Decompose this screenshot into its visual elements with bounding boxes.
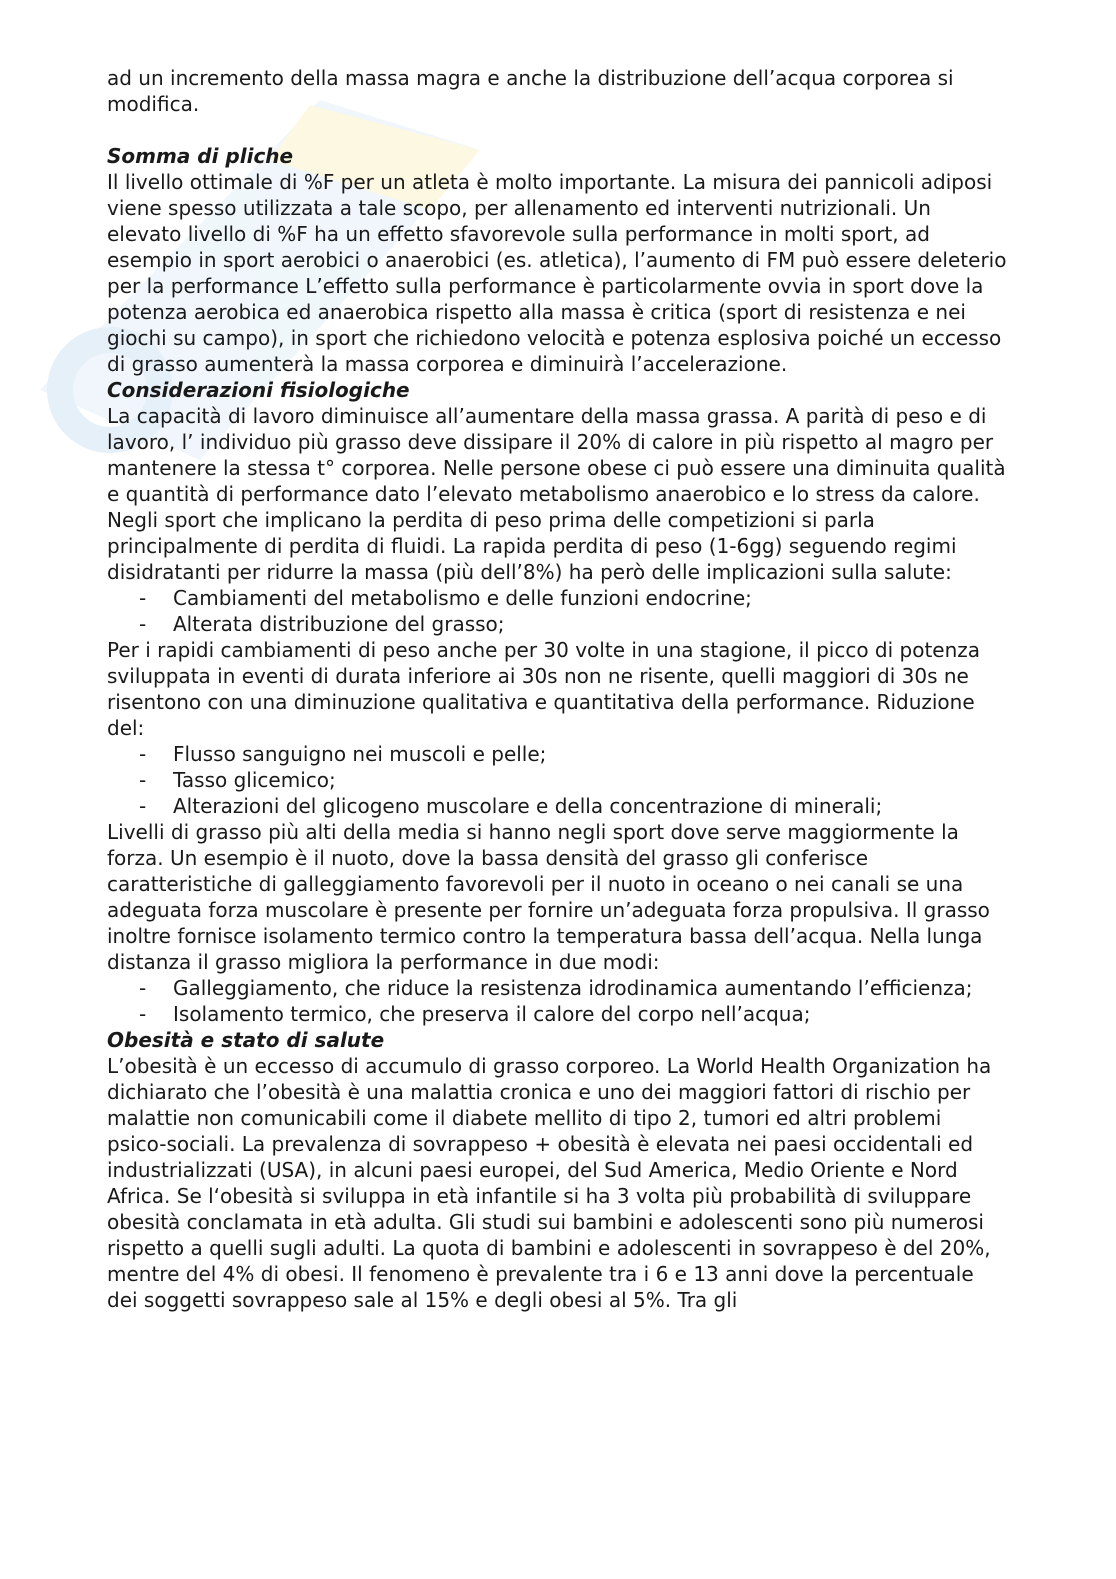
list-item-text: Isolamento termico, che preserva il calore del corpo nell’acqua; (173, 1002, 811, 1026)
list-item-text: Alterata distribuzione del grasso; (173, 612, 505, 636)
list-item (107, 585, 1007, 611)
paragraph: Per i rapidi cambiamenti di peso anche per 30 volte in una stagione, il picco di potenza sviluppata in eventi di durata inferiore ai 30s non ne risente, quelli maggiori di 30s ne risentono con una diminuzione qualitativa e quantitativa della performance. Riduzione del: (107, 638, 981, 740)
list-item-text: Cambiamenti del metabolismo e delle funzioni endocrine; (173, 586, 752, 610)
list-item (107, 741, 1007, 767)
list-item-text: Galleggiamento, che riduce la resistenza idrodinamica aumentando l’efficienza; (173, 976, 973, 1000)
blank-line (107, 117, 1007, 143)
section-heading-considerazioni-fisiologiche: Considerazioni fisiologiche (107, 378, 410, 402)
list-item (107, 767, 1007, 793)
dash-bullet-icon: - (139, 586, 147, 610)
paragraph: L’obesità è un eccesso di accumulo di grasso corporeo. La World Health Organization ha dichiarato che l’obesità è una malattia cronica e uno dei maggiori fattori di rischio per malattie non comunicabili come il diabete mellito di tipo 2, tumori ed altri problemi psico-sociali. La prevalenza di sovrappeso + obesità è elevata nei paesi occidentali ed industrializzati (USA), in alcuni paesi europei, del Sud America, Medio Oriente e Nord Africa. Se l‘obesità si sviluppa in età infantile si ha 3 volta più probabilità di sviluppare obesità conclamata in età adulta. Gli studi sui bambini e adolescenti sono più numerosi rispetto a quelli sugli adulti. La quota di bambini e adolescenti in sovrappeso è del 20%, mentre del 4% di obesi. Il fenomeno è prevalente tra i 6 e 13 anni dove la percentuale dei soggetti sovrappeso sale al 15% e degli obesi al 5%. Tra gli (107, 1054, 992, 1312)
dash-bullet-icon: - (139, 768, 147, 792)
bullet-list (107, 741, 1007, 819)
list-item (107, 611, 1007, 637)
section-heading-obesita-e-stato-di-salute: Obesità e stato di salute (107, 1028, 385, 1052)
list-item-text: Alterazioni del glicogeno muscolare e della concentrazione di minerali; (173, 794, 883, 818)
dash-bullet-icon: - (139, 1002, 147, 1026)
list-item (107, 793, 1007, 819)
bullet-list (107, 585, 1007, 637)
dash-bullet-icon: - (139, 976, 147, 1000)
dash-bullet-icon: - (139, 794, 147, 818)
section-heading-somma-di-pliche: Somma di pliche (107, 144, 294, 168)
document-page (107, 65, 1007, 1313)
dash-bullet-icon: - (139, 742, 147, 766)
list-item-text: Tasso glicemico; (173, 768, 336, 792)
dash-bullet-icon: - (139, 612, 147, 636)
intro-paragraph: ad un incremento della massa magra e anche la distribuzione dell’acqua corporea si modifica. (107, 66, 954, 116)
paragraph: Negli sport che implicano la perdita di peso prima delle competizioni si parla principalmente di perdita di fluidi. La rapida perdita di peso (1-6gg) seguendo regimi disidratanti per ridurre la massa (più dell’8%) ha però delle implicazioni sulla salute: (107, 508, 957, 584)
bullet-list (107, 975, 1007, 1027)
list-item-text: Flusso sanguigno nei muscoli e pelle; (173, 742, 547, 766)
paragraph: Il livello ottimale di %F per un atleta è molto importante. La misura dei pannicoli adiposi viene spesso utilizzata a tale scopo, per allenamento ed interventi nutrizionali. Un elevato livello di %F ha un effetto sfavorevole sulla performance in molti sport, ad esempio in sport aerobici o anaerobici (es. atletica), l’aumento di FM può essere deleterio per la performance L’effetto sulla performance è particolarmente ovvia in sport dove la potenza aerobica ed anaerobica rispetto alla massa è critica (sport di resistenza e nei giochi su campo), in sport che richiedono velocità e potenza esplosiva poiché un eccesso di grasso aumenterà la massa corporea e diminuirà l’accelerazione. (107, 170, 1007, 376)
list-item (107, 975, 1007, 1001)
paragraph: La capacità di lavoro diminuisce all’aumentare della massa grassa. A parità di peso e di lavoro, l’ individuo più grasso deve dissipare il 20% di calore in più rispetto al magro per mantenere la stessa t° corporea. Nelle persone obese ci può essere una diminuita qualità e quantità di performance dato l’elevato metabolismo anaerobico e lo stress da calore. (107, 404, 1006, 506)
list-item (107, 1001, 1007, 1027)
paragraph: Livelli di grasso più alti della media si hanno negli sport dove serve maggiormente la forza. Un esempio è il nuoto, dove la bassa densità del grasso gli conferisce caratteristiche di galleggiamento favorevoli per il nuoto in oceano o nei canali se una adeguata forza muscolare è presente per fornire un’adeguata forza propulsiva. Il grasso inoltre fornisce isolamento termico contro la temperatura bassa dell’acqua. Nella lunga distanza il grasso migliora la performance in due modi: (107, 820, 990, 974)
